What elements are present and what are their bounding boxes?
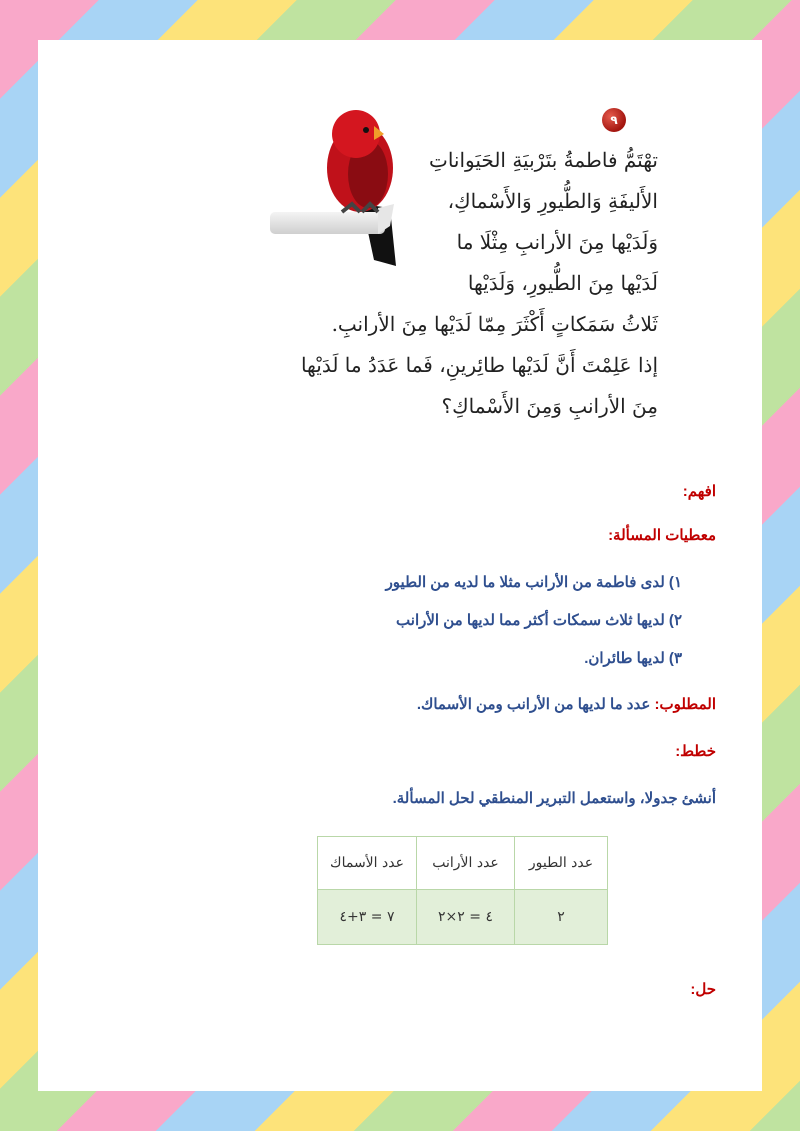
plan-instruction: أنشئ جدولا، واستعمل التبرير المنطقي لحل المسألة. (392, 790, 716, 807)
solve-heading: حل: (690, 981, 716, 998)
header-birds: عدد الطيور (515, 837, 608, 890)
problem-number-badge: ٩ (602, 108, 626, 132)
problem-line-5: ثَلاثُ سَمَكاتٍ أَكْثَرَ مِمّا لَدَيْها مِنَ الأرانبِ. (331, 312, 658, 336)
table-header-row (318, 837, 608, 890)
problem-line-4: لَدَيْها مِنَ الطُّيورِ، وَلَدَيْها (467, 271, 658, 295)
problem-line-2: الأَليفَةِ وَالطُّيورِ وَالأَسْماكِ، (447, 189, 658, 213)
required-label: المطلوب: (654, 696, 716, 713)
header-rabbits: عدد الأرانب (417, 837, 515, 890)
problem-line-1: تهْتَمُّ فاطمةُ بتَرْبيَةِ الحَيَواناتِ (429, 148, 658, 172)
required-text: عدد ما لديها من الأرانب ومن الأسماك. (416, 696, 651, 713)
understand-heading: افهم: (682, 483, 716, 500)
given-item-1: ١) لدى فاطمة من الأرانب مثلا ما لديه من الطيور (385, 574, 682, 591)
cell-fish: ٧ = ٣+٤ (318, 890, 417, 945)
header-fish: عدد الأسماك (318, 837, 417, 890)
problem-line-7: مِنَ الأرانبِ وَمِنَ الأَسْماكِ؟ (441, 394, 658, 418)
cell-rabbits: ٤ = ٢×٢ (417, 890, 515, 945)
cell-birds: ٢ (515, 890, 608, 945)
plan-heading: خطط: (675, 743, 716, 760)
givens-heading: معطيات المسألة: (608, 527, 716, 544)
required-line (417, 695, 716, 713)
given-item-3: ٣) لديها طائران. (584, 650, 682, 667)
problem-line-6: إذا عَلِمْتَ أَنَّ لَدَيْها طائِرينِ، فَما عَدَدُ ما لَدَيْها (300, 353, 658, 377)
table-row (318, 890, 608, 945)
parrot-illustration (270, 108, 400, 270)
plan-table (317, 836, 608, 945)
given-item-2: ٢) لديها ثلاث سمكات أكثر مما لديها من الأرانب (396, 612, 682, 629)
problem-line-3: وَلَدَيْها مِنَ الأرانبِ مِثْلَا ما (456, 230, 658, 254)
